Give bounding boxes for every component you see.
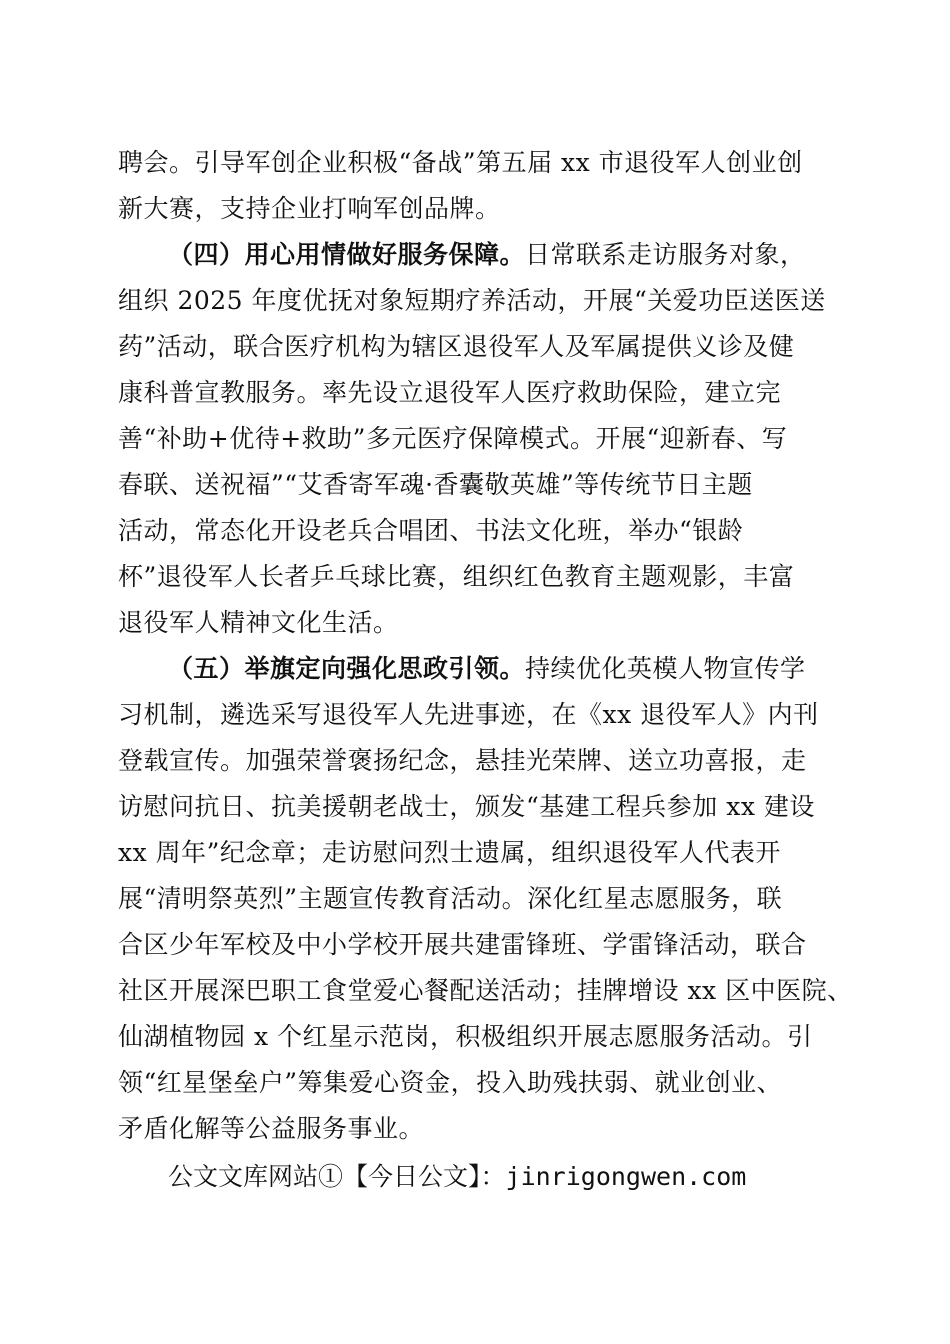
- paragraph-line: 春联、送祝福”“艾香寄军魂·香囊敬英雄”等传统节日主题: [118, 470, 753, 499]
- paragraph-line: 杯”退役军人长者乒乓球比赛，组织红色教育主题观影，丰富: [118, 562, 795, 591]
- section-5-line: [168, 652, 888, 686]
- section-5-lead: 持续优化英模人物宣传学: [525, 654, 806, 683]
- paragraph-line: 登载宣传。加强荣誉褒扬纪念，悬挂光荣牌、送立功喜报，走: [118, 746, 807, 775]
- footer-label: 公文文库网站①【今日公文】：: [168, 1162, 506, 1191]
- footer-url[interactable]: jinrigongwen.com: [505, 1162, 747, 1191]
- paragraph-line: 新大赛，支持企业打响军创品牌。: [118, 194, 501, 223]
- paragraph-line: 聘会。引导军创企业积极“备战”第五届 xx 市退役军人创业创: [118, 148, 803, 177]
- section-4-lead: 日常联系走访服务对象，: [525, 240, 806, 269]
- paragraph-line: 合区少年军校及中小学校开展共建雷锋班、学雷锋活动，联合: [118, 930, 807, 959]
- section-5-heading: （五）举旗定向强化思政引领。: [168, 654, 526, 683]
- paragraph-line: 习机制，遴选采写退役军人先进事迹，在《xx 退役军人》内刊: [118, 700, 819, 729]
- paragraph-line: xx 周年”纪念章；走访慰问烈士遗属，组织退役军人代表开: [118, 838, 781, 867]
- paragraph-line: 组织 2025 年度优抚对象短期疗养活动，开展“关爱功臣送医送: [118, 286, 826, 315]
- paragraph-line: 康科普宣教服务。率先设立退役军人医疗救助保险，建立完: [118, 378, 782, 407]
- section-4-heading: （四）用心用情做好服务保障。: [168, 240, 526, 269]
- paragraph-line: 退役军人精神文化生活。: [118, 608, 399, 637]
- paragraph-line: 仙湖植物园 x 个红星示范岗，积极组织开展志愿服务活动。引: [118, 1022, 813, 1051]
- footer-watermark: [168, 1160, 746, 1194]
- paragraph-line: 访慰问抗日、抗美援朝老战士，颁发“基建工程兵参加 xx 建设: [118, 792, 815, 821]
- paragraph-line: 活动，常态化开设老兵合唱团、书法文化班，举办“银龄: [118, 516, 744, 545]
- paragraph-line: 展“清明祭英烈”主题宣传教育活动。深化红星志愿服务，联: [118, 884, 783, 913]
- paragraph-line: 社区开展深巴职工食堂爱心餐配送活动；挂牌增设 xx 区中医院、: [118, 976, 853, 1005]
- section-4-line: [168, 238, 888, 272]
- paragraph-line: 药”活动，联合医疗机构为辖区退役军人及军属提供义诊及健: [118, 332, 795, 361]
- paragraph-line: 矛盾化解等公益服务事业。: [118, 1114, 425, 1143]
- paragraph-line: 善“补助+优待+救助”多元医疗保障模式。开展“迎新春、写: [118, 424, 788, 453]
- paragraph-line: 领“红星堡垒户”筹集爱心资金，投入助残扶弱、就业创业、: [118, 1068, 783, 1097]
